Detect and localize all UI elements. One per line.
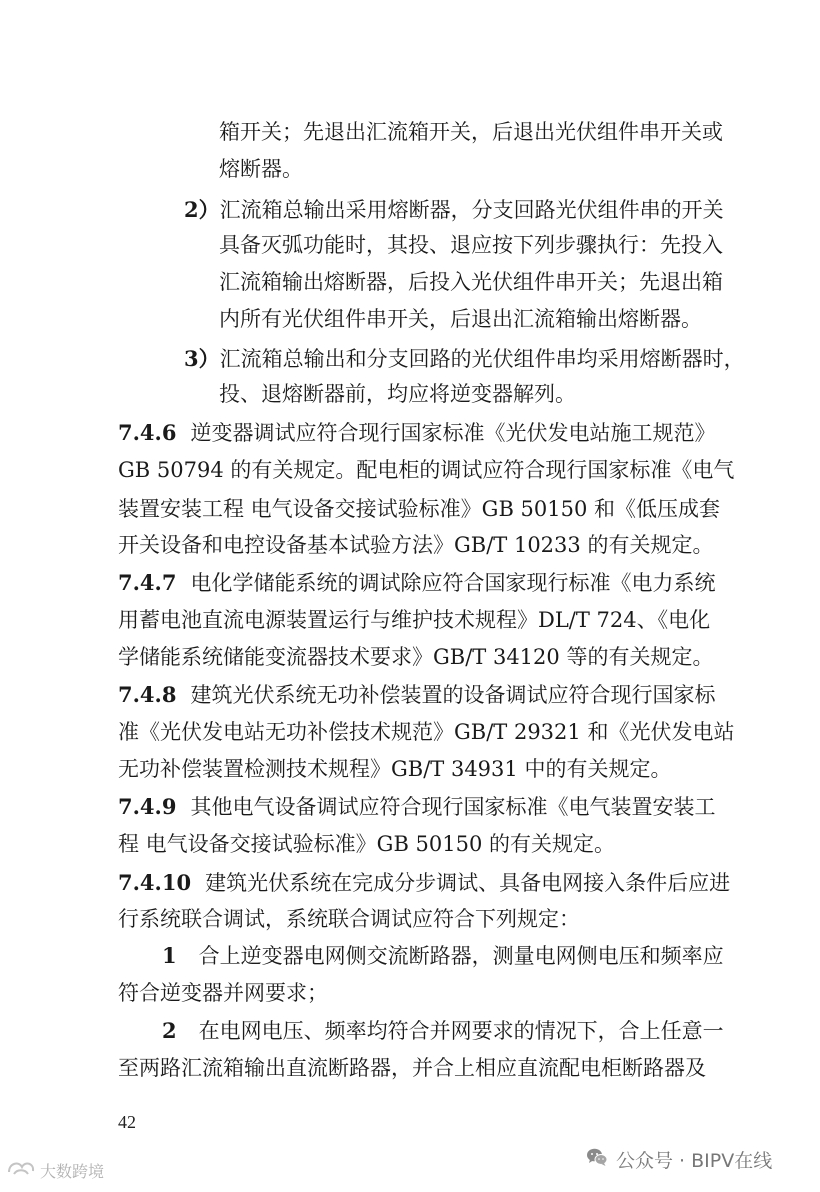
text-line: 用蓄电池直流电源装置运行与维护技术规程》DL/T 724、《电化	[118, 608, 711, 632]
text-line: 具备灭弧功能时，其投、退应按下列步骤执行：先投入	[219, 233, 723, 257]
text-line: 程 电气设备交接试验标准》GB 50150 的有关规定。	[118, 832, 616, 856]
text-line: 汇流箱输出熔断器，后投入光伏组件串开关；先退出箱	[219, 270, 723, 294]
clause: 7.4.8 建筑光伏系统无功补偿装置的设备调试应符合现行国家标	[118, 682, 716, 707]
list-item: 2 在电网电压、频率均符合并网要求的情况下，合上任意一	[162, 1018, 724, 1043]
clause-number: 7.4.9	[118, 794, 177, 819]
clause-number: 7.4.10	[118, 870, 192, 895]
clause: 7.4.7 电化学储能系统的调试除应符合国家现行标准《电力系统	[118, 570, 716, 595]
text-line: 装置安装工程 电气设备交接试验标准》GB 50150 和《低压成套	[118, 497, 721, 521]
watermark-text: 公众号 · BIPV在线	[616, 1150, 773, 1172]
wechat-watermark	[586, 1146, 772, 1173]
item-number: 3）	[184, 346, 220, 371]
list-item: 2）汇流箱总输出采用熔断器，分支回路光伏组件串的开关	[184, 197, 724, 222]
text-line: 准《光伏发电站无功补偿技术规范》GB/T 29321 和《光伏发电站	[118, 720, 735, 744]
clause: 7.4.10 建筑光伏系统在完成分步调试、具备电网接入条件后应进	[118, 870, 731, 895]
item-number: 2	[162, 1018, 177, 1043]
list-item: 3）汇流箱总输出和分支回路的光伏组件串均采用熔断器时，	[184, 346, 745, 371]
list-item: 1 合上逆变器电网侧交流断路器，测量电网侧电压和频率应	[162, 943, 724, 968]
text-line: 熔断器。	[219, 157, 303, 181]
text-line: 箱开关；先退出汇流箱开关，后退出光伏组件串开关或	[219, 120, 723, 144]
item-number: 1	[162, 943, 177, 968]
text-line: 无功补偿装置检测技术规程》GB/T 34931 中的有关规定。	[118, 757, 672, 781]
item-number: 2）	[184, 197, 220, 222]
text-line: 内所有光伏组件串开关，后退出汇流箱输出熔断器。	[219, 307, 702, 331]
clause-number: 7.4.8	[118, 682, 177, 707]
text-line: 至两路汇流箱输出直流断路器，并合上相应直流配电柜断路器及	[118, 1056, 706, 1080]
corner-watermark	[6, 1158, 104, 1182]
text-line: 开关设备和电控设备基本试验方法》GB/T 10233 的有关规定。	[118, 533, 714, 557]
text-line: GB 50794 的有关规定。配电柜的调试应符合现行国家标准《电气	[118, 458, 735, 482]
text-line: 学储能系统储能变流器技术要求》GB/T 34120 等的有关规定。	[118, 645, 714, 669]
clause-number: 7.4.7	[118, 570, 177, 595]
wechat-icon	[586, 1147, 608, 1172]
brand-logo-icon	[6, 1158, 36, 1182]
clause-number: 7.4.6	[118, 420, 177, 445]
clause: 7.4.9 其他电气设备调试应符合现行国家标准《电气装置安装工	[118, 794, 716, 819]
watermark-text: 大数跨境	[40, 1161, 105, 1181]
page-number: 42	[118, 1112, 136, 1132]
text-line: 投、退熔断器前，均应将逆变器解列。	[219, 382, 576, 406]
clause: 7.4.6 逆变器调试应符合现行国家标准《光伏发电站施工规范》	[118, 420, 716, 445]
text-line: 行系统联合调试，系统联合调试应符合下列规定：	[118, 907, 580, 931]
text-line: 符合逆变器并网要求；	[118, 981, 328, 1005]
